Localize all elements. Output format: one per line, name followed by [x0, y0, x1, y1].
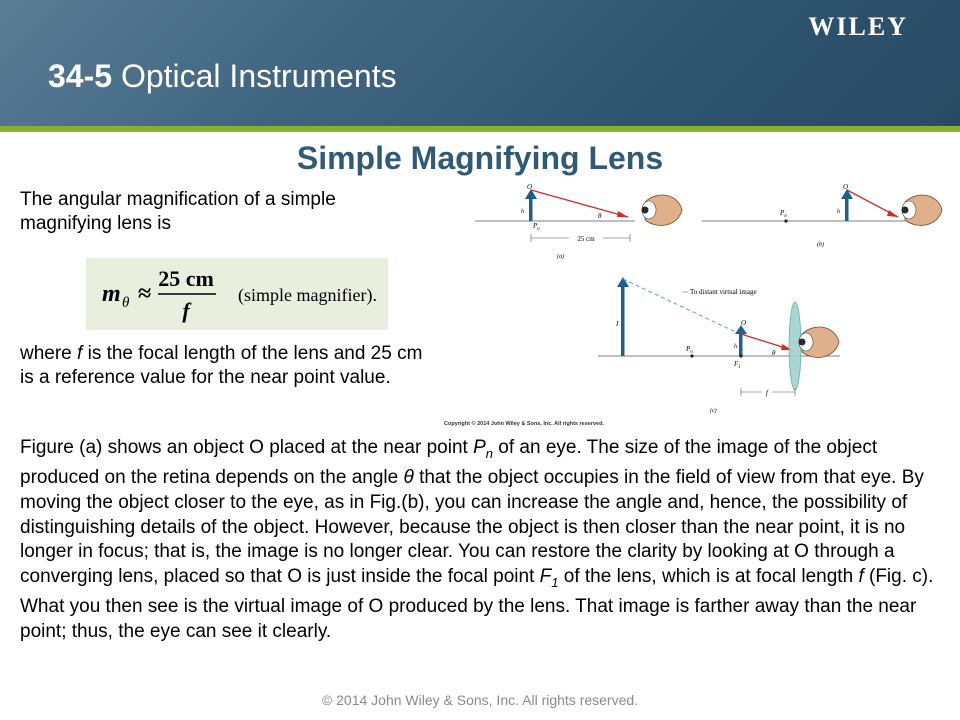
- figure-panel-c: [598, 277, 840, 414]
- label-theta-c: θ: [772, 349, 776, 357]
- figure-panel-a: [475, 183, 682, 260]
- label-f: f: [766, 389, 768, 397]
- intro-text: The angular magnification of a simple magnifying lens is: [20, 189, 336, 234]
- ray-a: [531, 190, 628, 217]
- label-h-c: h: [734, 344, 737, 350]
- header-accent-rule: [0, 126, 960, 132]
- where-f: f: [77, 343, 83, 364]
- virtual-image-arrow: [621, 286, 625, 356]
- label-Pn-b: $P_n$: [780, 209, 787, 219]
- label-O-a: O: [527, 183, 533, 191]
- wiley-logo: WILEY: [808, 12, 908, 41]
- converging-lens: [789, 302, 801, 390]
- formula-numerator: 25 cm: [158, 266, 214, 291]
- where-text: [20, 342, 440, 390]
- footer-copyright: © 2014 John Wiley & Sons, Inc. All rights reserved.: [321, 692, 639, 708]
- label-25cm: 25 cm: [577, 235, 595, 243]
- label-virtual-image: To distant virtual image: [690, 288, 757, 296]
- caption-b: (b): [817, 242, 824, 248]
- label-h-b: h: [837, 209, 840, 215]
- slide-title: [48, 58, 397, 95]
- where-part-2: is the focal length of the lens and 25 cm is a reference value for the near point value.: [20, 343, 423, 388]
- magnification-formula: [86, 258, 388, 330]
- object-arrow-c: [739, 333, 743, 356]
- label-O-b: O: [843, 183, 849, 191]
- formula-note: (simple magnifier).: [238, 285, 377, 305]
- slide-subtitle: Simple Magnifying Lens: [296, 140, 664, 176]
- label-Pn-a: $P_n$: [533, 222, 540, 232]
- section-title: Optical Instruments: [120, 58, 397, 94]
- section-number: 34-5: [48, 58, 113, 94]
- figure-copyright: Copyright © 2014 John Wiley & Sons, Inc. All rights reserved.: [444, 421, 604, 427]
- body-paragraph: Figure (a) shows an object O placed at the near point $P_n$ of an eye. The size of the image of the object produced on the retina depends on the angle θ that the object occupies in the field of view from that eye. By moving the object closer to the eye, as in Fig.(b), you can increase the angle and, hence, the possibility of distinguishing details of the object. However, because the object is then closer than the near point, it is no longer in focus; that is, the image is no longer clear. You can restore the clarity by looking at O through a converging lens, placed so that O is just inside the focal point $F_1$ of the lens, which is at focal length f (Fig. c). What you then see is the virtual image of O produced by the lens. That image is farther away than the near point; thus, the eye can see it clearly.: [20, 437, 934, 642]
- figure-panel-b: [702, 183, 942, 248]
- formula-m-subscript: θ: [122, 295, 130, 311]
- formula-m: m: [102, 281, 121, 307]
- object-arrow-b: [845, 198, 849, 221]
- figure-panels: [420, 180, 960, 432]
- label-F1: $F_1$: [734, 360, 741, 370]
- label-Pn-c: $P_n$: [686, 345, 693, 355]
- formula-denominator: f: [182, 298, 190, 323]
- object-arrow-a: [529, 198, 533, 221]
- label-O-c: O: [741, 319, 747, 327]
- label-theta-a: θ: [598, 212, 602, 220]
- formula-approx: ≈: [138, 281, 152, 307]
- where-part-1: where: [20, 343, 78, 364]
- caption-c: (c): [710, 408, 717, 414]
- label-h-a: h: [521, 209, 524, 215]
- caption-a: (a): [557, 254, 564, 260]
- label-I: I: [616, 320, 619, 328]
